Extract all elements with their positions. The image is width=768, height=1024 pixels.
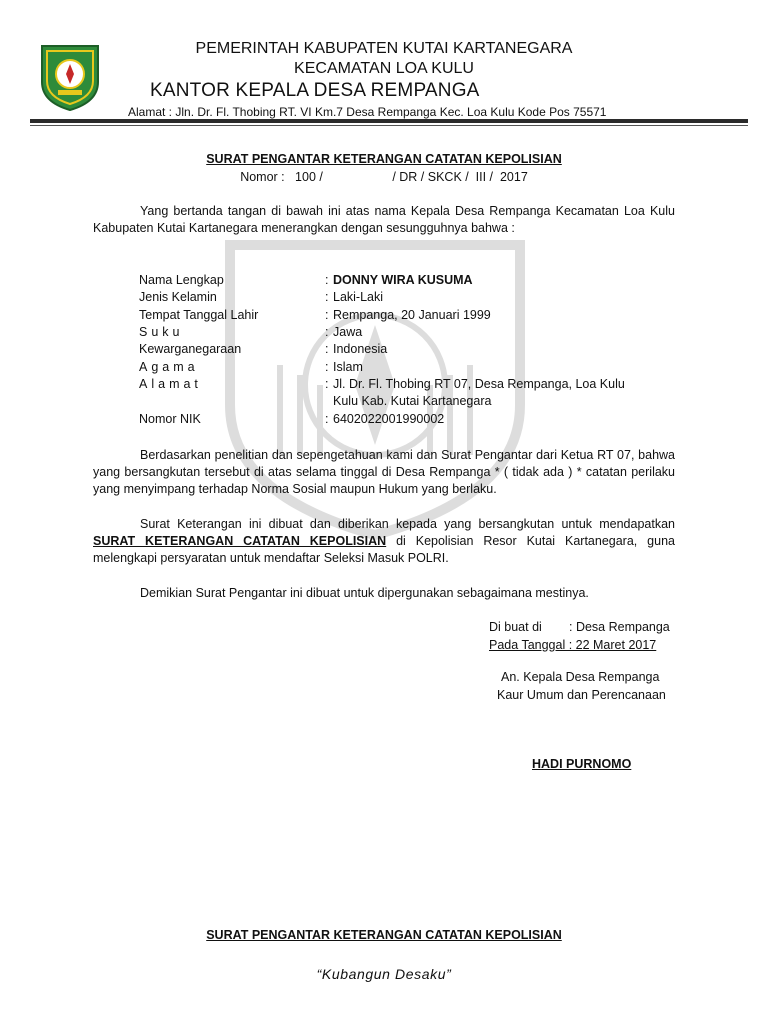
letterhead-line-1: PEMERINTAH KABUPATEN KUTAI KARTANEGARA	[195, 40, 573, 57]
purpose-text-end: di Kepolisian Resor Kutai Kartanegara, guna melengkapi persyaratan untuk mendaftar Seleksi Masuk POLRI.	[93, 534, 675, 565]
purpose-text-start: Surat Keterangan ini dibuat dan diberikan kepada yang bersangkutan untuk mendapatkan	[140, 517, 675, 531]
purpose-paragraph	[93, 516, 675, 567]
field-value-ethnicity: Jawa	[333, 325, 363, 339]
letterhead-rule-thin	[30, 125, 748, 126]
field-label-citizenship: Kewarganegaraan	[139, 342, 242, 356]
field-label-name: Nama Lengkap	[139, 273, 224, 287]
field-label-nik: Nomor NIK	[139, 412, 201, 426]
footer-motto: “Kubangun Desaku”	[316, 966, 452, 982]
footer-title: SURAT PENGANTAR KETERANGAN CATATAN KEPOLISIAN	[206, 928, 562, 942]
field-colon: :	[325, 273, 329, 287]
field-value-address: Jl. Dr. Fl. Thobing RT 07, Desa Rempanga, Loa Kulu	[333, 377, 625, 391]
signer-position: Kaur Umum dan Perencanaan	[497, 688, 666, 702]
made-in-value: : Desa Rempanga	[569, 620, 670, 634]
field-colon: :	[325, 308, 329, 322]
letter-title: SURAT PENGANTAR KETERANGAN CATATAN KEPOLISIAN	[206, 152, 562, 166]
letterhead-office-name: KANTOR KEPALA DESA REMPANGA	[150, 80, 480, 101]
field-label-gender: Jenis Kelamin	[139, 290, 217, 304]
field-label-religion: Agama	[139, 360, 199, 374]
intro-paragraph: Yang bertanda tangan di bawah ini atas nama Kepala Desa Rempanga Kecamatan Loa Kulu Kabupaten Kutai Kartanegara menerangkan dengan sesungguhnya bahwa :	[93, 204, 675, 235]
field-value-birth: Rempanga, 20 Januari 1999	[333, 308, 491, 322]
letterhead-line-2: KECAMATAN LOA KULU	[294, 60, 474, 77]
field-label-birth: Tempat Tanggal Lahir	[139, 308, 259, 322]
field-colon: :	[325, 342, 329, 356]
field-value-name: DONNY WIRA KUSUMA	[333, 273, 473, 287]
research-paragraph: Berdasarkan penelitian dan sepengetahuan kami dan Surat Pengantar dari Ketua RT 07, bahwa yang bersangkutan tersebut di atas selama tinggal di Desa Rempanga * ( tidak ada ) * catatan perilaku yang menyimpang terhadap Norma Sosial maupun Hukum yang berlaku.	[93, 448, 675, 496]
on-behalf-line: An. Kepala Desa Rempanga	[501, 670, 660, 684]
field-colon: :	[325, 290, 329, 304]
closing-paragraph: Demikian Surat Pengantar ini dibuat untuk dipergunakan sebagaimana mestinya.	[140, 586, 589, 600]
made-in-label: Di buat di	[489, 620, 542, 634]
field-colon: :	[325, 325, 329, 339]
letter-number: Nomor : 100 / / DR / SKCK / III / 2017	[240, 170, 528, 184]
purpose-emphasis: SURAT KETERANGAN CATATAN KEPOLISIAN	[93, 534, 387, 548]
signer-name: HADI PURNOMO	[532, 757, 632, 771]
field-label-address: Alamat	[139, 377, 202, 391]
field-value-gender: Laki-Laki	[333, 290, 384, 304]
field-value-address-line2: Kulu Kab. Kutai Kartanegara	[333, 394, 492, 408]
date-line: Pada Tanggal : 22 Maret 2017	[489, 638, 657, 652]
field-colon: :	[325, 360, 329, 374]
field-value-citizenship: Indonesia	[333, 342, 388, 356]
letterhead-address: Alamat : Jln. Dr. Fl. Thobing RT. VI Km.7 Desa Rempanga Kec. Loa Kulu Kode Pos 75571	[128, 105, 607, 119]
field-colon: :	[325, 377, 329, 391]
letterhead-rule-thick	[30, 119, 748, 123]
field-value-nik: 6402022001990002	[333, 412, 445, 426]
field-colon: :	[325, 412, 329, 426]
field-value-religion: Islam	[333, 360, 363, 374]
field-label-ethnicity: Suku	[139, 325, 184, 339]
